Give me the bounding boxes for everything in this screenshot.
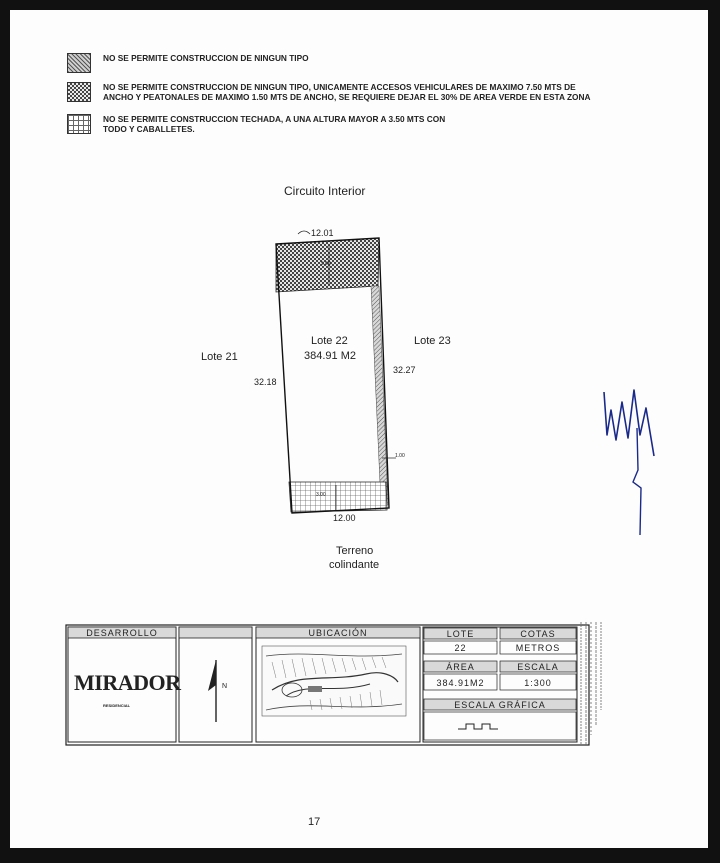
title-block-frame [10,10,708,848]
brand-logo: MIRADOR [74,670,181,695]
area-value: 384.91M2 [436,678,485,688]
ubicacion-label: UBICACIÓN [308,628,368,638]
desarrollo-label: DESARROLLO [86,628,158,638]
fine-print-strip [581,622,601,745]
side-setback-dimension: 1.00 [395,453,405,459]
legend-text: TODO Y CABALLETES. [103,124,195,134]
cotas-value: METROS [515,643,561,653]
legend-text: NO SE PERMITE CONSTRUCCION DE NINGUN TIPO, UNICAMENTE ACCESOS VEHICULARES DE MAXIMO 7.50 MTS DE [103,82,576,92]
front-setback-dimension: 5.00 [321,261,331,267]
legend-text: NO SE PERMITE CONSTRUCCION DE NINGUN TIPO [103,53,309,63]
lote-label: LOTE [446,629,475,639]
north-label: N [222,683,228,690]
lot-area: 384.91 M2 [304,350,356,362]
bottom-label-line2: colindante [329,559,380,571]
graphic-scale-bar [458,724,498,729]
document-page [10,10,708,848]
bottom-dimension: 12.00 [333,513,356,523]
brand-subtitle: RESIDENCIAL [103,703,131,708]
street-label: Circuito Interior [284,184,366,198]
bottom-label-line1: Terreno [336,545,374,557]
rear-setback-dimension: 3.00 [316,492,326,498]
lot-name: Lote 22 [311,335,348,347]
left-length: 32.18 [254,377,277,387]
escala-value: 1:300 [524,678,552,688]
area-label: ÁREA [446,662,475,672]
top-dimension: 12.01 [311,228,334,238]
right-length: 32.27 [393,365,416,375]
left-neighbor-label: Lote 21 [201,351,238,363]
legend-text: NO SE PERMITE CONSTRUCCION TECHADA, A UNA ALTURA MAYOR A 3.50 MTS CON [103,114,446,124]
location-map [262,646,406,716]
cotas-label: COTAS [520,629,556,639]
escala-grafica-label: ESCALA GRÁFICA [454,700,546,710]
escala-label: ESCALA [517,662,559,672]
lote-value: 22 [454,643,467,653]
legend-text: ANCHO Y PEATONALES DE MAXIMO 1.50 MTS DE ANCHO, SE REQUIERE DEJAR EL 30% DE AREA VERDE EN ESTA ZONA [103,92,591,102]
page-number: 17 [308,816,321,828]
right-neighbor-label: Lote 23 [414,335,451,347]
